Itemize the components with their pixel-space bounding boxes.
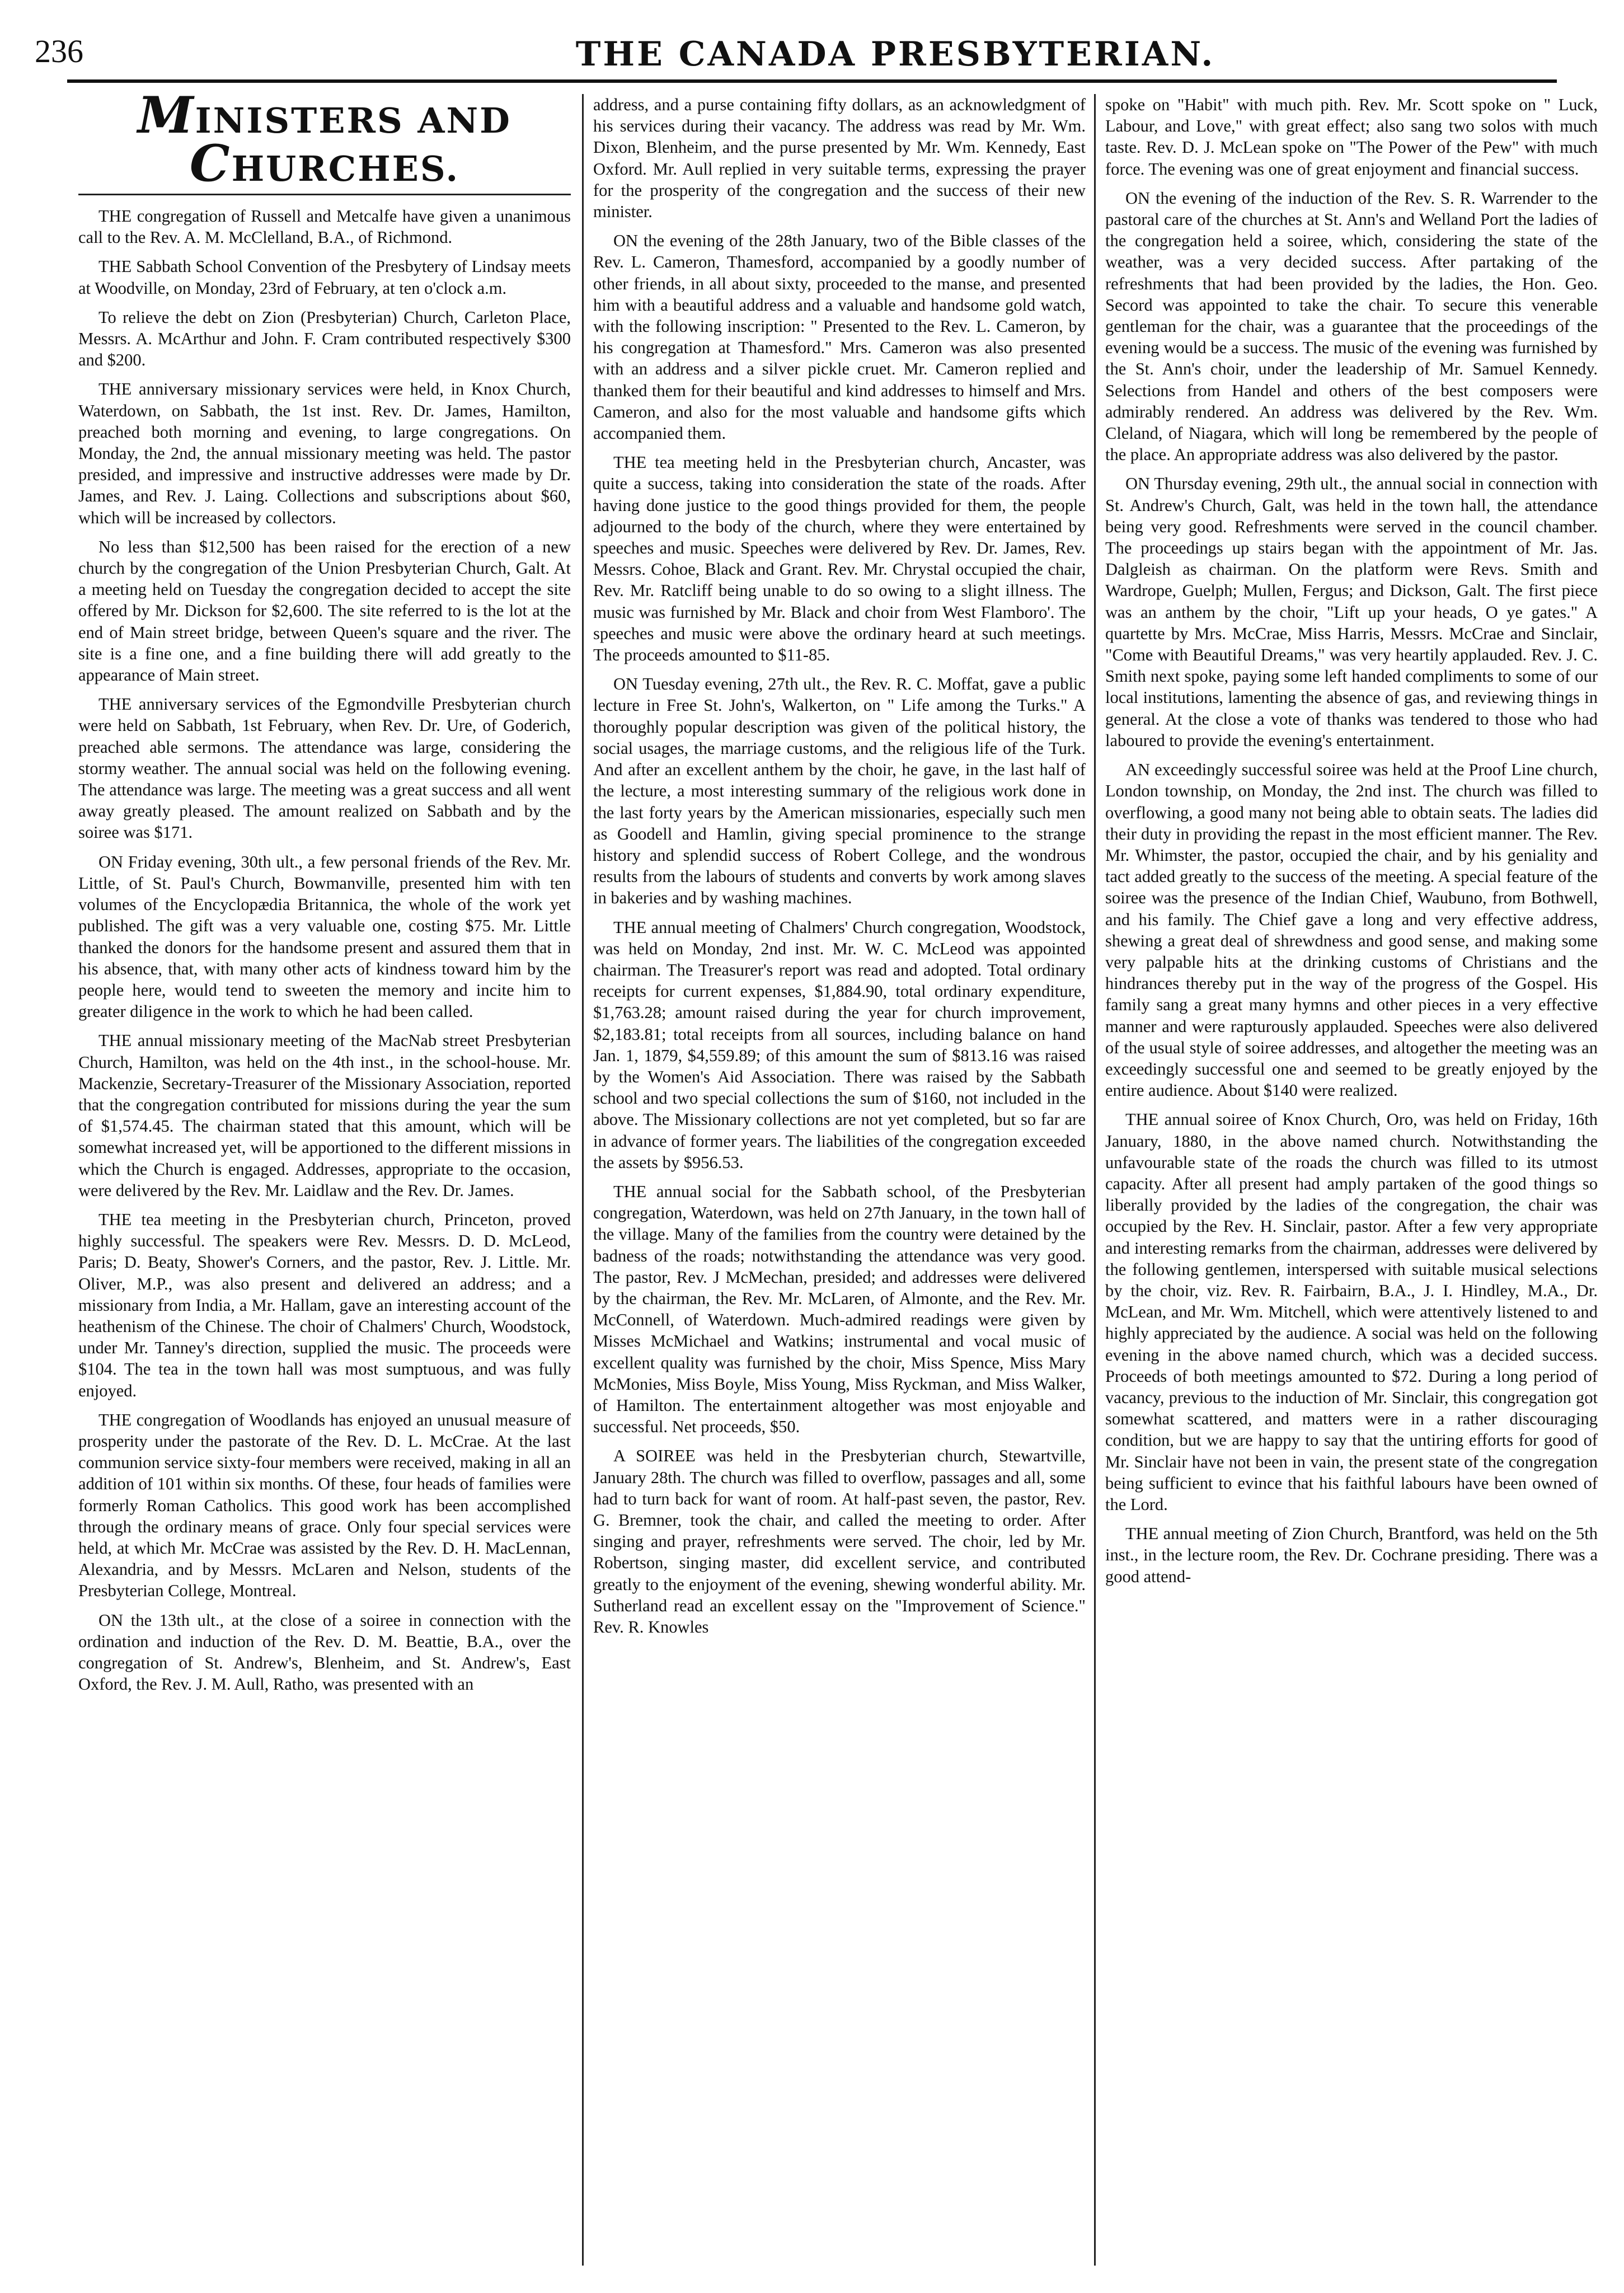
article-paragraph: ON the 13th ult., at the close of a soiree in connection with the ordination and induction of the Rev. D. M. Beattie, B.A., over the congregation of St. Andrew's, Blenheim, and St. Andrew's, East Oxford, the Rev. J. M. Aull, Ratho, was presented with an — [78, 1610, 571, 1694]
article-paragraph: THE anniversary missionary services were held, in Knox Church, Waterdown, on Sabbath, the 1st inst. Rev. Dr. James, Hamilton, preached both morning and evening, to large congregations. On Monday, the 2nd, the annual missionary meeting was held. The pastor presided, and impressive and instructive addresses were made by Dr. James, and Rev. J. Laing. Collections and subscriptions about $60, which will be increased by collectors. — [78, 379, 571, 527]
article-paragraph: THE tea meeting in the Presbyterian church, Princeton, proved highly successful. The speakers were Rev. Messrs. D. D. McLeod, Paris; D. Beaty, Shower's Corners, and the pastor, Rev. J. Little. Mr. Oliver, M.P., was also present and delivered an address; and a missionary from India, a Mr. Hallam, gave an interesting account of the heathenism of the Chinese. The choir of Chalmers' Church, Woodstock, under Mr. Tanney's direction, supplied the music. The proceeds were $104. The tea in the town hall was most sumptuous, and was fully enjoyed. — [78, 1209, 571, 1400]
article-paragraph: AN exceedingly successful soiree was held at the Proof Line church, London township, on Monday, the 2nd inst. The church was filled to overflowing, a good many not being able to obtain seats. The ladies did their duty in providing the repast in the most efficient manner. The Rev. Mr. Whimster, the pastor, occupied the chair, and by his geniality and tact added greatly to the success of the meeting. A special feature of the soiree was the presence of the Indian Chief, Waubuno, from Bothwell, and his family. The Chief gave a long and very effective address, shewing a great deal of shrewdness and good sense, and making some very palpable hits at the drinking customs of Christians and the hindrances thereby put in the way of the progress of the Gospel. His family sang a great many hymns and other pieces in a very effective manner and were rapturously applauded. Speeches were also delivered of the usual style of soiree addresses, and altogether the meeting was an exceedingly successful one and seemed to be greatly enjoyed by the entire audience. About $140 were realized. — [1105, 760, 1598, 1100]
column-1 — [78, 94, 571, 2266]
article-paragraph: THE annual meeting of Zion Church, Brantford, was held on the 5th inst., in the lecture room, the Rev. Dr. Cochrane presiding. There was a good attend- — [1105, 1524, 1598, 1586]
article-paragraph: ON the evening of the induction of the Rev. S. R. Warrender to the pastoral care of the churches at St. Ann's and Welland Port the ladies of the congregation held a soiree, which, considering the state of the weather, was a very decided success. After partaking of the refreshments that had been provided by the ladies, the Hon. Geo. Secord was appointed to take the chair. To secure this venerable gentleman for the chair, was a guarantee that the proceedings of the evening would be a success. The music of the evening was furnished by the St. Ann's choir, under the leadership of Mr. Samuel Kennedy. Selections from Handel and others of the best composers were admirably rendered. An address was delivered by the Rev. Wm. Cleland, of Niagara, which will long be remembered by the people of the place. An appropriate address was also delivered by the pastor. — [1105, 188, 1598, 465]
article-paragraph: THE annual soiree of Knox Church, Oro, was held on Friday, 16th January, 1880, in the above named church. Notwithstanding the unfavourable state of the roads the church was filled to its utmost capacity. After all present had amply partaken of the good things so liberally provided by the ladies of the congregation, the chair was occupied by the Rev. H. Sinclair, pastor. After a few very appropriate and interesting remarks from the chairman, addresses were delivered by the following gentlemen, interspersed with suitable musical selections by the choir, viz. Rev. R. Fairbairn, B.A., J. I. Hindley, M.A., Dr. McLean, and Mr. Wm. Mitchell, which were attentively listened to and highly appreciated by the audience. A social was held on the following evening in the above named church, which was a decided success. Proceeds of both meetings amounted to $72. During a long period of vacancy, previous to the induction of Mr. Sinclair, this congregation got somewhat scattered, and matters were in a rather discouraging condition, but we are happy to say that the untiring efforts for good of Mr. Sinclair have not been in vain, the present state of the congregation being sufficient to evince that his faithful labours have been owned of the Lord. — [1105, 1110, 1598, 1514]
page-header — [0, 22, 1624, 78]
article-paragraph: ON the evening of the 28th January, two of the Bible classes of the Rev. L. Cameron, Thamesford, accompanied by a goodly number of other friends, in all about sixty, proceeded to the manse, and presented him with a beautiful address and a valuable and handsome gold watch, with the following inscription: " Presented to the Rev. L. Cameron, by his congregation at Thamesford." Mrs. Cameron was also presented with an address and a silver pickle cruet. Mr. Cameron replied and thanked them for their beautiful and kind addresses to himself and Mrs. Cameron, and also for the most valuable and handsome gifts which accompanied them. — [593, 231, 1086, 443]
article-paragraph: ON Thursday evening, 29th ult., the annual social in connection with St. Andrew's Church, Galt, was held in the town hall, the attendance being very good. Refreshments were served in the council chamber. The proceedings up stairs began with the appointment of Mr. Jas. Dalgleish as chairman. On the platform were Revs. Smith and Wardrope, Guelph; Mullen, Fergus; and Dickson, Galt. The first piece was an anthem by the choir, "Lift up your heads, O ye gates." A quartette by Mrs. McCrae, Miss Harris, Messrs. McCrae and Sinclair, "Come with Beautiful Dreams," was very heartily applauded. Rev. J. C. Smith next spoke, paying some left handed compliments to some of our local institutions, lamenting the absence of gas, and reviewing things in general. At the close a vote of thanks was tendered to those who had laboured to provide the evening's entertainment. — [1105, 474, 1598, 750]
article-paragraph: THE annual meeting of Chalmers' Church congregation, Woodstock, was held on Monday, 2nd inst. Mr. W. C. McLeod was appointed chairman. The Treasurer's report was read and adopted. Total ordinary receipts for current expenses, $1,884.90, total ordinary expenditure, $1,763.28; amount raised during the year for church improvement, $2,183.81; total receipts from all sources, including balance on hand Jan. 1, 1879, $4,559.89; of this amount the sum of $813.16 was raised by the Women's Aid Association. There was raised by the Sabbath school and two special collections the sum of $160, not included in the above. The Missionary collections are not yet completed, but so far are in advance of former years. The liabilities of the congregation exceeded the assets by $956.53. — [593, 917, 1086, 1172]
article-paragraph: THE annual missionary meeting of the MacNab street Presbyterian Church, Hamilton, was held on the 4th inst., in the school-house. Mr. Mackenzie, Secretary-Treasurer of the Missionary Association, reported that the congregation contributed for missions during the year the sum of $1,574.45. The chairman stated that this amount, which will be somewhat increased yet, will be apportioned to the different missions in which the Church is engaged. Addresses, appropriate to the occasion, were delivered by the Rev. Mr. Laidlaw and the Rev. Dr. James. — [78, 1031, 571, 1200]
article-paragraph: THE annual social for the Sabbath school, of the Presbyterian congregation, Waterdown, was held on 27th January, in the town hall of the village. Many of the families from the country were detained by the badness of the roads; notwithstanding the attendance was very good. The pastor, Rev. J McMechan, presided; and addresses were delivered by the chairman, the Rev. Mr. McLaren, of Almonte, and the Rev. Mr. McConnell, of Waterdown. Much-admired readings were given by Misses McMichael and Watkins; instrumental and vocal music of excellent quality was furnished by the choir, Miss Spence, Miss Mary McMonies, Miss Boyle, Miss Young, Miss Ryckman, and Miss Walker, of Hamilton. The entertainment altogether was most enjoyable and successful. Net proceeds, $50. — [593, 1181, 1086, 1437]
article-paragraph: THE congregation of Russell and Metcalfe have given a unanimous call to the Rev. A. M. McClelland, B.A., of Richmond. — [78, 207, 571, 247]
column-divider — [582, 94, 584, 2266]
article-paragraph: THE tea meeting held in the Presbyterian church, Ancaster, was quite a success, taking into consideration the state of the roads. After having done justice to the good things provided for them, the people adjourned to the body of the church, where they were entertained by speeches and music. Speeches were delivered by Rev. Dr. James, Rev. Messrs. Cohoe, Black and Grant. Rev. Mr. Chrystal occupied the chair, Rev. Mr. Ratcliff being unable to do so owing to a slight illness. The music was furnished by Mr. Black and choir from West Flamboro'. The speeches and music were above the ordinary heard at such meetings. The proceeds amounted to $11-85. — [593, 453, 1086, 665]
page-number: 236 — [35, 33, 83, 69]
article-paragraph: ON Tuesday evening, 27th ult., the Rev. R. C. Moffat, gave a public lecture in Free St. John's, Walkerton, on " Life among the Turks." A thoroughly popular description was given of the political history, the social usages, the marriage customs, and the religious life of the Turk. And after an excellent anthem by the choir, he gave, in the last half of the lecture, a most interesting summary of the religious work done in the last forty years by the American missionaries, especially such men as Goodell and Hamlin, giving special prominence to the strange history and splendid success of Robert College, and the wondrous results from the labours of students and converts by work among slaves in bakeries and by washing machines. — [593, 674, 1086, 908]
section-heading-text-2: HURCHES. — [231, 148, 460, 189]
header-rule — [67, 79, 1557, 83]
column-2 — [593, 94, 1086, 2266]
article-paragraph: ON Friday evening, 30th ult., a few personal friends of the Rev. Mr. Little, of St. Paul's Church, Bowmanville, presented him with ten volumes of the Encyclopædia Britannica, the whole of the work yet published. The gift was a very valuable one, costing $75. Mr. Little thanked the donors for the handsome present and assured them that in his absence, that, with many other acts of kindness toward him by the people here, would tend to sweeten the memory and incite him to greater diligence in the work to which he had been called. — [78, 852, 571, 1021]
article-paragraph: A SOIREE was held in the Presbyterian church, Stewartville, January 28th. The church was filled to overflow, passages and all, some had to turn back for want of room. At half-past seven, the pastor, Rev. G. Bremner, took the chair, and called the meeting to order. After singing and prayer, refreshments were served. The choir, led by Mr. Robertson, singing master, did excellent service, and contributed greatly to the enjoyment of the evening, shewing wonderful ability. Mr. Sutherland read an excellent essay on the "Improvement of Science." Rev. R. Knowles — [593, 1446, 1086, 1637]
section-heading — [78, 94, 571, 195]
article-paragraph: THE congregation of Woodlands has enjoyed an unusual measure of prosperity under the pastorate of the Rev. D. L. McCrae. At the last communion service sixty-four members were received, making in all an addition of 101 within six months. Of these, four heads of families were formerly Roman Catholics. This good work has been accomplished through the ordinary means of grace. Only four special services were held, at which Mr. McCrae was assisted by the Rev. D. H. MacLennan, Alexandria, and by Messrs. McLaren and Nelson, students of the Presbyterian College, Montreal. — [78, 1410, 571, 1601]
article-paragraph: address, and a purse containing fifty dollars, as an acknowledgment of his services during their vacancy. The address was read by Mr. Wm. Dixon, Blenheim, and the purse presented by Mr. Wm. Kennedy, East Oxford. Mr. Aull replied in very suitable terms, expressing the prayer for the prosperity of the congregation and the success of their new minister. — [593, 95, 1086, 222]
column-3 — [1105, 94, 1598, 2266]
column-divider — [1094, 94, 1096, 2266]
masthead-title: THE CANADA PRESBYTERIAN. — [575, 35, 1215, 74]
article-paragraph: No less than $12,500 has been raised for the erection of a new church by the congregation of the Union Presbyterian Church, Galt. At a meeting held on Tuesday the congregation decided to accept the site offered by Mr. Dickson for $2,600. The site referred to is the lot at the end of Main street bridge, between Queen's square and the river. The site is a fine one, and a fine building there will add greatly to the appearance of Main street. — [78, 537, 571, 685]
article-paragraph: THE anniversary services of the Egmondville Presbyterian church were held on Sabbath, 1st February, when Rev. Dr. Ure, of Goderich, preached able sermons. The attendance was large, considering the stormy weather. The annual social was held on the following evening. The attendance was large. The meeting was a great success and all went away greatly pleased. The amount realized on Sabbath and by the soiree was $171. — [78, 695, 571, 842]
article-paragraph: To relieve the debt on Zion (Presbyterian) Church, Carleton Place, Messrs. A. McArthur and John. F. Cram contributed respectively $300 and $200. — [78, 307, 571, 370]
article-paragraph: THE Sabbath School Convention of the Presbytery of Lindsay meets at Woodville, on Monday, 23rd of February, at ten o'clock a.m. — [78, 257, 571, 298]
section-heading-text-1: INISTERS AND — [195, 100, 511, 141]
section-heading-initial-2: C — [189, 134, 232, 193]
article-paragraph: spoke on "Habit" with much pith. Rev. Mr. Scott spoke on " Luck, Labour, and Love," with great effect; also sang two solos with much taste. Rev. D. J. McLean spoke on "The Power of the Pew" with much force. The evening was one of great enjoyment and financial success. — [1105, 95, 1598, 179]
section-heading-initial: M — [138, 94, 195, 145]
